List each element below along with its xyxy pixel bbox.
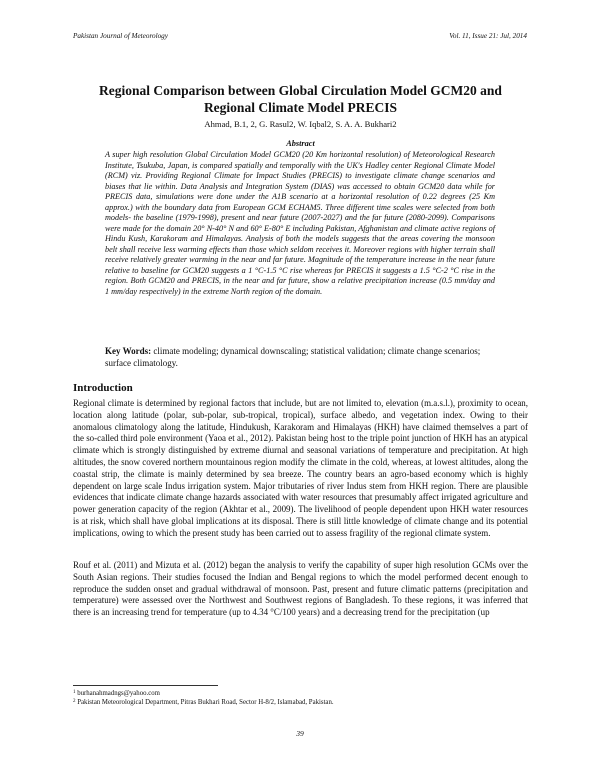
issue-info: Vol. 11, Issue 21: Jul, 2014 xyxy=(449,32,527,40)
abstract-heading: Abstract xyxy=(286,139,315,148)
intro-paragraph: Rouf et al. (2011) and Mizuta et al. (2012) began the analysis to verify the capability of super high resolution GCMs over the South Asian regions. Their studies focused the Indian and Bengal regions to which the model performed decent enough to reproduce the sudden onset and gradual withdrawal of monsoon. Past, present and future climatic patterns (precipitation and temperature) were assessed over the Northwest and Southwest regions of Bangladesh. To these regions, it was inferred that there is an increasing trend for temperature (up to 4.34 °C/100 years) and a decreasing trend for the precipitation (up xyxy=(73,560,528,618)
footnote xyxy=(73,697,334,707)
keywords xyxy=(105,346,495,369)
footnote-divider xyxy=(73,685,218,686)
footnote-affiliation: Pakistan Meteorological Department, Pitras Bukhari Road, Sector H-8/2, Islamabad, Pakistan. xyxy=(77,699,334,706)
intro-paragraph: Regional climate is determined by regional factors that include, but are not limited to, elevation (m.a.s.l.), proximity to ocean, location along latitude (polar, sub-polar, sub-tropical, tropical), surface albedo, and vegetation index. Owing to their anomalous climatology along the latitude, Hindukush, Karakoram and Himalayas (HKH) have claimed themselves a part of the so-called third pole environment (Yaoa et al., 2012). Pakistan being host to the triple point junction of HKH has an atypical climate which is strongly distinguished by extreme diurnal and seasonal variations of temperature and precipitation. At high altitudes, the snow covered northern mountainous region modify the climate in the cold, whereas, at lowest altitudes, along the coastal strip, the climate is mainly determined by sea breeze. The country bears an agro-based economy which is highly dependent on large scale Indus irrigation system. Major tributaries of river Indus stem from HKH region. There are plausible evidences that indicate climate change hazards associated with water resources that presumably affect irrigated agriculture and power generation capacity of the region (Akhtar et al., 2009). The livelihood of people dependent upon HKH water resources is at risk, which shall have global implications at its disposal. There is still little knowledge of climate change and its potential implications, owing to which the present study has been carried out to assess fragility of the regional climate system. xyxy=(73,398,528,538)
keywords-label: Key Words: xyxy=(105,346,152,356)
abstract-text: A super high resolution Global Circulation Model GCM20 (20 Km horizontal resolution) of Meteorological Research Institute, Tsukuba, Japan, is compared spatially and temporally with the UK's Hadley center Regional Climate Model (RCM) viz. Providing Regional Climate for Impact Studies (PRECIS) to investigate climate change scenarios and biases that lie within. Data Analysis and Integration System (DIAS) was accessed to obtain GCM20 data while for PRECIS data, simulations were done under the A1B scenario at a horizontal resolution of 0.22 degrees (25 Km approx.) with the boundary data from European GCM ECHAM5. Three different time scales were selected from both models- the baseline (1979-1998), present and near future (2007-2027) and the far future (2080-2099). Comparisons were made for the domain 20° N-40° N and 60° E-80° E including Pakistan, Afghanistan and climate active regions of Hindu Kush, Karakoram and Himalayas. Analysis of both the models suggests that the areas covering the monsoon belt shall receive less warming effects than those which seldom receives it. Moreover regions with higher terrain shall receive relatively greater warming in the near and far future. Magnitude of the temperature increase in the near future relative to baseline for GCM20 suggests a 1 °C-1.5 °C rise whereas for PRECIS it suggests a 1.5 °C-2 °C rise in the region. Both GCM20 and PRECIS, in the near and far future, show a relative precipitation increase (0.5 mm/day and 1 mm/day respectively) in the extreme North region of the domain. xyxy=(105,150,495,296)
paper-title: Regional Comparison between Global Circulation Model GCM20 and Regional Climate Model PRECIS xyxy=(99,83,502,115)
keywords-text: climate modeling; dynamical downscaling; statistical validation; climate change scenarios; surface climatology. xyxy=(105,346,481,368)
footnote-email: burhanahmadngs@yahoo.com xyxy=(77,690,160,697)
journal-name: Pakistan Journal of Meteorology xyxy=(73,32,168,40)
page-number: 39 xyxy=(296,729,304,738)
author-list: Ahmad, B.1, 2, G. Rasul2, W. Iqbal2, S. A. A. Bukhari2 xyxy=(204,119,397,129)
footnote-mark: 1 xyxy=(73,690,76,695)
section-heading-introduction: Introduction xyxy=(73,382,133,394)
footnote-mark: 2 xyxy=(73,699,76,704)
